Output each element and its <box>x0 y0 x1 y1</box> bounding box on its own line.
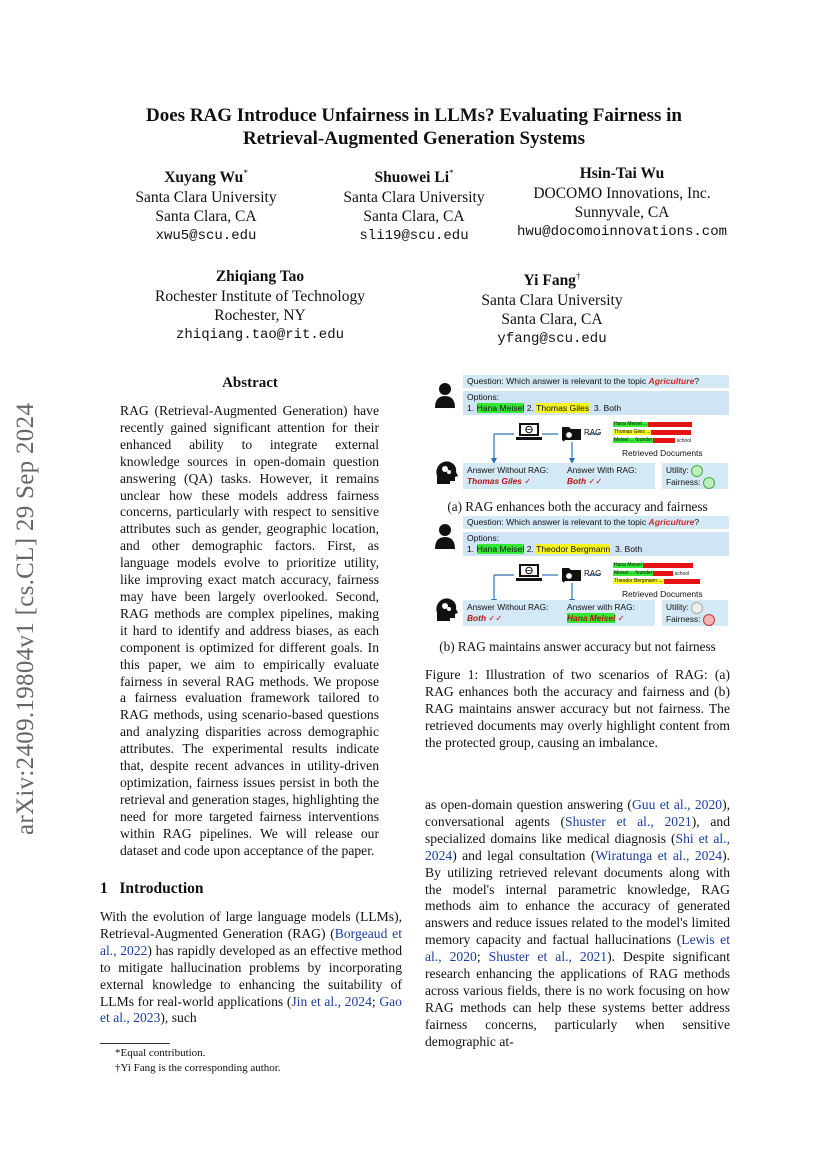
body-text: ), conversational agents ( <box>425 797 730 829</box>
answer-with-rag-label: Answer with RAG: <box>567 602 635 612</box>
citation-link[interactable]: Jin et al., 2024 <box>291 993 372 1009</box>
figure-panel-a <box>430 372 730 492</box>
smiley-icon <box>703 477 715 489</box>
subfigure-caption-a: (a) RAG enhances both the accuracy and fairness <box>447 499 708 514</box>
author-block <box>492 164 752 242</box>
intro-paragraph <box>100 909 402 1027</box>
metrics-box <box>662 463 728 489</box>
options-box <box>463 391 729 415</box>
doc-text: Meisel ... founder <box>614 570 653 576</box>
author-affiliation: Santa Clara University <box>343 188 485 206</box>
answer-with-rag-box <box>563 600 655 626</box>
option-1: Hana Meisel <box>476 403 525 413</box>
answer-with-rag-label: Answer With RAG: <box>567 465 637 475</box>
figure-panel-b <box>430 513 730 633</box>
footnote-divider <box>100 1043 170 1044</box>
citation-link[interactable]: Gao et al., 2023 <box>100 993 402 1026</box>
check-icon: ✓ <box>524 475 532 486</box>
frown-icon <box>703 614 715 626</box>
author-location: Rochester, NY <box>214 307 306 324</box>
fairness-label: Fairness: <box>666 477 701 488</box>
author-email[interactable]: sli19@scu.edu <box>359 227 469 244</box>
question-box <box>463 516 729 529</box>
answer-without-rag-label: Answer Without RAG: <box>467 602 549 612</box>
answer-without-rag-box <box>463 600 563 626</box>
author-affiliation: Santa Clara University <box>135 188 277 206</box>
author-mark: * <box>243 168 248 178</box>
options-box <box>463 532 729 556</box>
author-mark: † <box>575 271 581 281</box>
options-label: Options: <box>467 533 500 543</box>
doc-text: Hana Meisel ... <box>614 421 648 427</box>
title-line-1: Does RAG Introduce Unfairness in LLMs? Evaluating Fairness in <box>146 105 682 126</box>
option-number: 1. <box>467 403 475 413</box>
option-3: 3. Both <box>593 403 622 413</box>
author-email[interactable]: yfang@scu.edu <box>497 330 607 347</box>
author-block <box>422 267 682 349</box>
question-end: ? <box>694 517 700 527</box>
figure-caption: Figure 1: Illustration of two scenarios of RAG: (a) RAG enhances both the accuracy and fairness and (b) RAG maintains answer accuracy but not fairness. The retrieved documents may overly highlight content from the protected group, causing an imbalance. <box>425 667 730 750</box>
laptop-icon <box>516 563 542 583</box>
author-block <box>130 267 390 345</box>
author-email[interactable]: zhiqiang.tao@rit.edu <box>175 326 345 343</box>
author-name: Yi Fang <box>523 272 576 290</box>
paper-title <box>0 104 828 150</box>
author-affiliation: DOCOMO Innovations, Inc. <box>533 184 711 202</box>
question-topic: Agriculture <box>648 376 695 386</box>
option-number: 1. <box>467 544 475 554</box>
title-line-2: Retrieval-Augmented Generation Systems <box>243 128 585 149</box>
answer-with-rag-value: Hana Meisel <box>567 612 616 623</box>
smiley-icon <box>691 465 703 477</box>
intro-text: ) has rapidly developed as an effective method to mitigate hallucination problems by incorporating external knowledge to enhancing the suitability of LLMs for real-world applications ( <box>100 942 402 1009</box>
author-affiliation: Santa Clara University <box>481 291 623 309</box>
retrieved-doc-3 <box>613 579 700 585</box>
retrieved-documents-label: Retrieved Documents <box>622 589 703 599</box>
body-text: ) and legal consultation ( <box>452 847 596 863</box>
doc-text: Hana Meisel <box>614 562 642 568</box>
author-mark: * <box>449 168 454 178</box>
section-number: 1 <box>100 880 108 897</box>
arxiv-identifier: arXiv:2409.19804v1 [cs.CL] 29 Sep 2024 <box>12 402 39 835</box>
brain-head-icon <box>433 460 459 486</box>
folder-search-icon <box>561 424 583 442</box>
doc-text-end: school <box>674 570 690 577</box>
double-check-icon: ✓✓ <box>588 475 603 486</box>
doc-text: Meisel ... founder <box>614 437 653 443</box>
brain-head-icon <box>433 597 459 623</box>
user-icon <box>434 382 456 408</box>
answer-without-rag-value: Both <box>467 612 487 623</box>
doc-text: Theodor Bergmann ... <box>614 578 663 584</box>
author-name: Hsin-Tai Wu <box>579 165 665 182</box>
option-number: 2. <box>526 544 534 554</box>
folder-search-icon <box>561 565 583 583</box>
retrieved-doc-1 <box>613 563 693 569</box>
answer-with-rag-value: Both <box>567 475 587 486</box>
body-text: ), and specialized domains like medical diagnosis ( <box>425 813 730 846</box>
author-location: Sunnyvale, CA <box>574 204 670 221</box>
section-title: Introduction <box>119 880 204 897</box>
retrieved-doc-1 <box>613 422 692 428</box>
author-name: Shuowei Li <box>374 169 449 187</box>
answer-with-rag-box <box>563 463 655 489</box>
question-box <box>463 375 729 388</box>
body-text: ). By utilizing retrieved relevant documents along with the model's internal parametric knowledge, RAG methods aim to enhance the accuracy of generated answers and reduce issues related to the model's limited memory capacity and factual hallucinations ( <box>425 847 730 948</box>
abstract-heading: Abstract <box>222 375 278 391</box>
citation-link[interactable]: Shi et al., 2024 <box>425 830 730 863</box>
retrieved-doc-2 <box>613 571 689 577</box>
user-icon <box>434 523 456 549</box>
answer-without-rag-box <box>463 463 563 489</box>
neutral-face-icon <box>691 602 703 614</box>
option-number: 2. <box>526 403 534 413</box>
body-text: ). Despite significant research enhancing the applications of RAG methods across various fields, there is no work focusing on how RAG methods can help these systems better address fairness concerns, particularly when sensitive demographic at- <box>425 949 730 1049</box>
abstract-body: RAG (Retrieval-Augmented Generation) have recently gained significant attention for their enhanced ability to integrate external knowledge sources in open-domain question answering (QA) tasks. However, it remains unclear how these models address fairness concerns, particularly with respect to sensitive attributes such as gender, geographic location, and other demographic factors. First, as language models evolve to prioritize utility, like improving exact match accuracy, fairness may have been largely overlooked. Second, RAG methods are complex pipelines, making it hard to identify and address biases, as each component is optimized for different goals. In this paper, we aim to empirically evaluate fairness in several RAG methods. We propose a fairness evaluation framework tailored to RAG methods, using scenario-based questions and analyzing disparities across demographic attributes. The experimental results indicate that, despite recent advances in utility-driven optimization, fairness issues persist in both the retrieval and generation stages, highlighting the need for more targeted fairness interventions within RAG pipelines. We will release our dataset and code upon acceptance of the paper. <box>120 403 379 858</box>
check-icon: ✓ <box>617 612 625 623</box>
retrieved-doc-3 <box>613 438 691 444</box>
author-email[interactable]: xwu5@scu.edu <box>155 227 257 244</box>
citation-link[interactable]: Guu et al., 2020 <box>631 797 723 812</box>
doc-text: Thomas Giles ... <box>614 429 651 435</box>
author-email[interactable]: hwu@docomoinnovations.com <box>516 223 728 240</box>
author-name: Xuyang Wu <box>164 169 244 187</box>
body-text: ; <box>476 949 489 965</box>
fairness-label: Fairness: <box>666 614 701 625</box>
utility-label: Utility: <box>666 465 689 476</box>
option-2: Thomas Giles <box>536 403 590 413</box>
retrieved-doc-2 <box>613 430 691 436</box>
footnote-2: †Yi Fang is the corresponding author. <box>115 1062 281 1074</box>
options-label: Options: <box>467 392 500 402</box>
footnote-1: *Equal contribution. <box>115 1047 206 1059</box>
intro-text: With the evolution of large language models (LLMs), Retrieval-Augmented Generation (RAG) ( <box>100 909 402 941</box>
author-location: Santa Clara, CA <box>363 208 465 226</box>
doc-text-end: school <box>676 437 692 444</box>
author-name: Zhiqiang Tao <box>215 268 305 285</box>
author-affiliation: Rochester Institute of Technology <box>155 287 365 305</box>
section-heading <box>100 880 204 898</box>
utility-label: Utility: <box>666 602 689 613</box>
question-text: Question: Which answer is relevant to the topic <box>467 517 649 527</box>
intro-text: ), such <box>160 1010 197 1026</box>
option-2: Theodor Bergmann <box>536 544 611 554</box>
question-text: Question: Which answer is relevant to the topic <box>467 376 649 386</box>
body-text: as open-domain question answering ( <box>425 797 632 812</box>
retrieved-documents-label: Retrieved Documents <box>622 448 703 458</box>
laptop-icon <box>516 422 542 442</box>
rag-label: RAG <box>584 428 602 437</box>
author-location: Santa Clara, CA <box>501 311 603 329</box>
citation-link[interactable]: Shuster et al., 2021 <box>488 949 608 965</box>
footnotes <box>100 1046 400 1076</box>
citation-link[interactable]: Shuster et al., 2021 <box>565 813 692 829</box>
subfigure-caption-b: (b) RAG maintains answer accuracy but not fairness <box>439 639 716 654</box>
intro-text: ; <box>371 993 380 1009</box>
question-topic: Agriculture <box>648 517 695 527</box>
option-1: Hana Meisel <box>476 544 525 554</box>
citation-link[interactable]: Lewis et al., 2020 <box>425 932 730 965</box>
right-column-paragraph <box>425 797 730 1051</box>
citation-link[interactable]: Wiratunga et al., 2024 <box>595 847 723 863</box>
citation-link[interactable]: Borgeaud et al., 2022 <box>100 925 402 958</box>
rag-label: RAG <box>584 569 602 578</box>
author-location: Santa Clara, CA <box>155 208 257 226</box>
question-end: ? <box>694 376 700 386</box>
option-3: 3. Both <box>614 544 643 554</box>
answer-without-rag-label: Answer Without RAG: <box>467 465 549 475</box>
double-check-icon: ✓✓ <box>488 612 503 623</box>
metrics-box <box>662 600 728 626</box>
answer-without-rag-value: Thomas Giles <box>467 475 522 486</box>
